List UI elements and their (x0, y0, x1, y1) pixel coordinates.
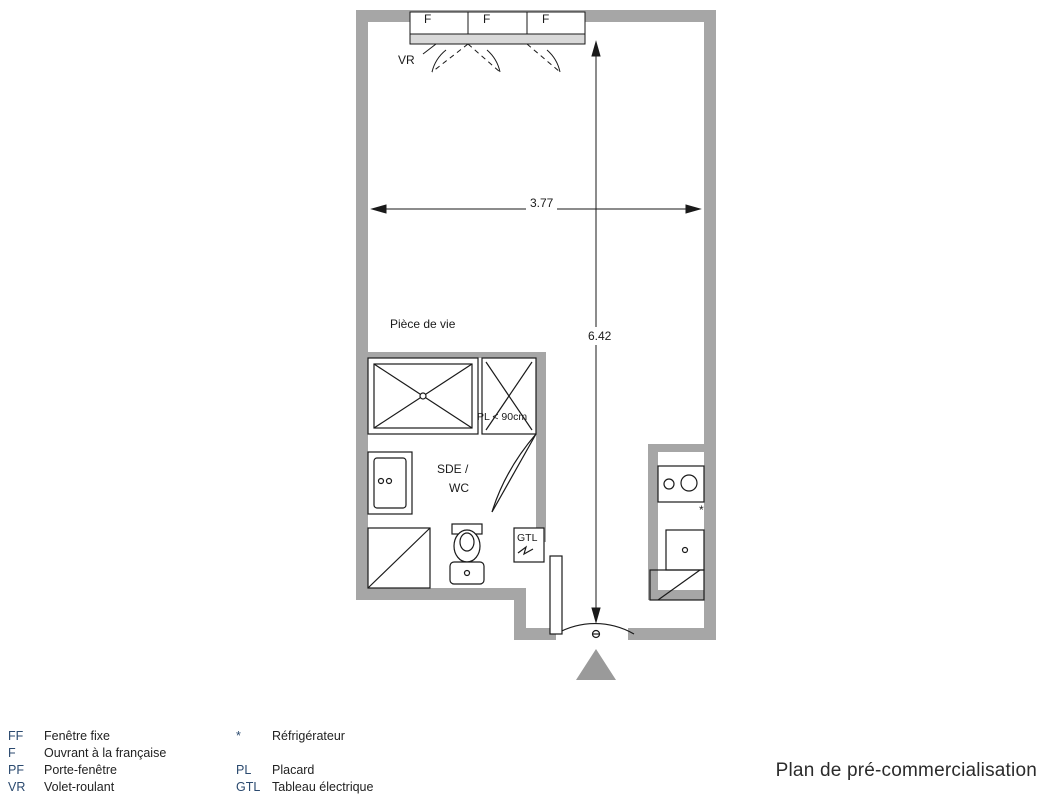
legend-column-right (236, 728, 526, 796)
window-label-3: F (542, 12, 550, 26)
bathroom-label-line2: WC (449, 481, 469, 495)
living-room-label: Pièce de vie (390, 317, 456, 331)
window-label-1: F (424, 12, 432, 26)
fridge-marker-label: * (699, 503, 704, 517)
legend-abbr: * (236, 729, 241, 743)
legend-abbr: F (8, 746, 16, 760)
lower-closet (368, 528, 430, 588)
legend-definition: Porte-fenêtre (44, 763, 117, 777)
legend-item (8, 779, 238, 796)
legend-abbr: PF (8, 763, 24, 777)
gtl-label: GTL (517, 532, 538, 544)
bathroom-door (492, 434, 536, 512)
legend-definition: Volet-roulant (44, 780, 115, 794)
width-dimension-value: 3.77 (526, 196, 557, 210)
shutter-label: VR (398, 53, 415, 67)
legend-definition: Fenêtre fixe (44, 729, 111, 743)
legend-item (8, 762, 238, 779)
height-dimension-value: 6.42 (584, 327, 615, 345)
legend-abbr: VR (8, 780, 26, 794)
plan-caption: Plan de pré-commercialisation (775, 760, 1037, 781)
legend-item (8, 728, 238, 745)
kitchen-fittings (650, 466, 704, 600)
legend-definition: Tableau électrique (272, 780, 374, 794)
legend-definition: Ouvrant à la française (44, 746, 167, 760)
legend-item (8, 745, 238, 762)
legend-item (236, 728, 526, 762)
legend-column-left (8, 728, 238, 796)
interior-fill (368, 22, 704, 352)
legend-item (236, 779, 526, 796)
toilet (450, 524, 484, 584)
closet-depth-label: PL < 90cm (477, 411, 528, 423)
window-label-2: F (483, 12, 491, 26)
legend-item (236, 762, 526, 779)
legend-abbr: PL (236, 763, 252, 777)
entry-direction-marker (576, 649, 616, 680)
bathroom-label-line1: SDE / (437, 462, 469, 476)
legend-abbr: FF (8, 729, 24, 743)
entry-door (550, 556, 634, 638)
vanity-sink (368, 452, 412, 514)
legend-definition: Placard (272, 763, 315, 777)
legend-abbr: GTL (236, 780, 261, 794)
legend-definition: Réfrigérateur (272, 729, 345, 743)
